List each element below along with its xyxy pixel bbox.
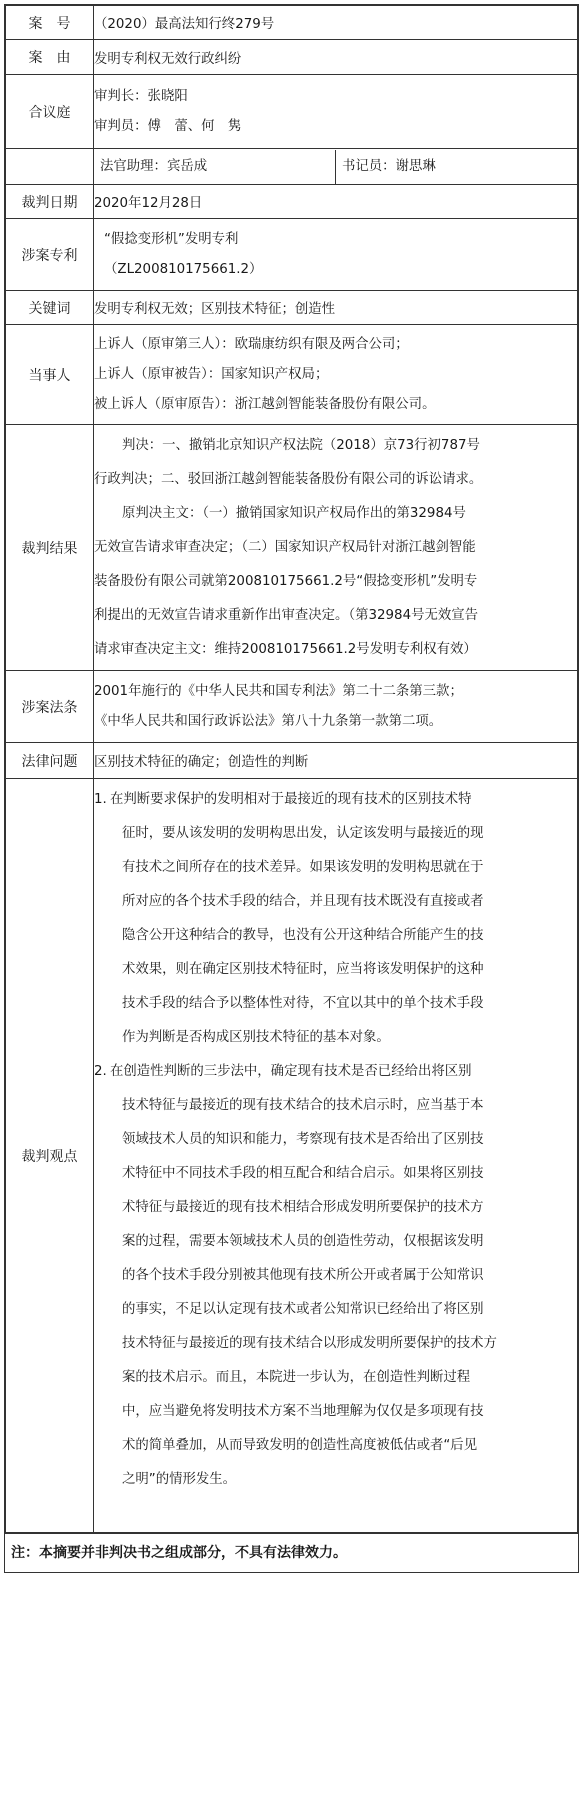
- opinion-line: 案的过程，需要本领域技术人员的创造性劳动，仅根据该发明: [122, 1234, 484, 1249]
- result-line: 行政判决；二、驳回浙江越剑智能装备股份有限公司的诉讼请求。: [94, 471, 483, 487]
- parties-value: [94, 325, 578, 425]
- opinion-line: 术特征中不同技术手段的相互配合和结合启示。如果将区别技: [122, 1166, 484, 1181]
- row-keywords: [6, 291, 578, 325]
- opinion-line: 在判断要求保护的发明相对于最接近的现有技术的区别技术特: [110, 792, 472, 807]
- panel-value: [94, 75, 578, 149]
- result-label: 裁判结果: [6, 425, 94, 671]
- case-summary-table: [4, 4, 579, 1573]
- panel-label: 合议庭: [6, 75, 94, 149]
- opinion-line: 作为判断是否构成区别技术特征的基本对象。: [122, 1030, 390, 1045]
- row-cause: [6, 40, 578, 75]
- judicial-assistant: 法官助理：宾岳成: [94, 150, 336, 184]
- keywords-label: 关键词: [6, 291, 94, 325]
- result-line: 利提出的无效宣告请求重新作出审查决定。（第32984号无效宣告: [94, 607, 479, 623]
- case-number-label: 案 号: [6, 6, 94, 40]
- opinion-line: 案的技术启示。而且，本院进一步认为，在创造性判断过程: [122, 1370, 471, 1385]
- opinion-number: 1.: [94, 792, 107, 807]
- result-line: 无效宣告请求审查决定；（二）国家知识产权局针对浙江越剑智能: [94, 539, 476, 555]
- opinion-line: 术特征与最接近的现有技术相结合形成发明所要保护的技术方: [122, 1200, 484, 1215]
- parties-label: 当事人: [6, 325, 94, 425]
- issues-value: 区别技术特征的确定；创造性的判断: [94, 743, 578, 779]
- issues-label: 法律问题: [6, 743, 94, 779]
- result-line: 请求审查决定主文：维持200810175661.2号发明专利权有效）: [94, 641, 477, 657]
- opinion-line: 隐含公开这种结合的教导，也没有公开这种结合所能产生的技: [122, 928, 484, 943]
- opinion-line: 技术特征与最接近的现有技术结合以形成发明所要保护的技术方: [122, 1336, 497, 1351]
- row-parties: [6, 325, 578, 425]
- result-line: 装备股份有限公司就第200810175661.2号“假捻变形机”发明专: [94, 573, 478, 589]
- patent-title: “假捻变形机”发明专利: [104, 231, 239, 247]
- court-clerk: 书记员：谢思琳: [342, 158, 436, 174]
- case-number-value: （2020）最高法知行终279号: [94, 6, 578, 40]
- patent-value: [94, 219, 578, 291]
- opinions-value: [94, 779, 578, 1533]
- law-line: 《中华人民共和国行政诉讼法》第八十九条第一款第二项。: [94, 713, 443, 729]
- opinion-line: 的各个技术手段分别被其他现有技术所公开或者属于公知常识: [122, 1268, 484, 1283]
- opinion-line: 术的简单叠加，从而导致发明的创造性高度被低估或者“后见: [122, 1438, 478, 1453]
- keywords-value: 发明专利权无效；区别技术特征；创造性: [94, 291, 578, 325]
- row-date: [6, 185, 578, 219]
- opinion-number: 2.: [94, 1064, 107, 1079]
- cause-value: 发明专利权无效行政纠纷: [94, 40, 578, 75]
- assistants-value: [94, 149, 578, 185]
- law-line: 2001年施行的《中华人民共和国专利法》第二十二条第三款；: [94, 683, 463, 699]
- disclaimer-note: 注：本摘要并非判决书之组成部分，不具有法律效力。: [5, 1533, 578, 1572]
- party-line: 被上诉人（原审原告）：浙江越剑智能装备股份有限公司。: [94, 396, 436, 412]
- chief-judge: 审判长：张晓阳: [94, 88, 188, 104]
- result-value: [94, 425, 578, 671]
- opinions-label: 裁判观点: [6, 779, 94, 1533]
- opinion-line: 有技术之间所存在的技术差异。如果该发明的发明构思就在于: [122, 860, 484, 875]
- row-panel: [6, 75, 578, 149]
- row-issues: [6, 743, 578, 779]
- assistants-label-empty: [6, 149, 94, 185]
- party-line: 上诉人（原审第三人）：欧瑞康纺织有限及两合公司；: [94, 336, 409, 352]
- row-case-number: [6, 6, 578, 40]
- row-patent: [6, 219, 578, 291]
- opinion-item-1: [94, 783, 577, 1055]
- opinion-line: 在创造性判断的三步法中，确定现有技术是否已经给出将区别: [110, 1064, 472, 1079]
- result-line: 判决：一、撤销北京知识产权法院（2018）京73行初787号: [122, 437, 480, 453]
- date-label: 裁判日期: [6, 185, 94, 219]
- opinion-line: 的事实，不足以认定现有技术或者公知常识已经给出了将区别: [122, 1302, 484, 1317]
- patent-label: 涉案专利: [6, 219, 94, 291]
- laws-label: 涉案法条: [6, 671, 94, 743]
- opinion-line: 之明”的情形发生。: [122, 1472, 237, 1487]
- row-assistants: [6, 149, 578, 185]
- party-line: 上诉人（原审被告）：国家知识产权局；: [94, 366, 329, 382]
- row-opinions: [6, 779, 578, 1533]
- judges: 审判员：傅 蕾、何 隽: [94, 118, 242, 134]
- date-value: 2020年12月28日: [94, 185, 578, 219]
- row-laws: [6, 671, 578, 743]
- result-line: 原判决主文：（一）撤销国家知识产权局作出的第32984号: [122, 505, 466, 521]
- opinion-line: 领域技术人员的知识和能力，考察现有技术是否给出了区别技: [122, 1132, 484, 1147]
- cause-label: 案 由: [6, 40, 94, 75]
- opinion-line: 中，应当避免将发明技术方案不当地理解为仅仅是多项现有技: [122, 1404, 484, 1419]
- opinion-line: 所对应的各个技术手段的结合，并且现有技术既没有直接或者: [122, 894, 484, 909]
- opinion-line: 征时，要从该发明的发明构思出发，认定该发明与最接近的现: [122, 826, 484, 841]
- row-result: [6, 425, 578, 671]
- laws-value: [94, 671, 578, 743]
- opinion-item-2: [94, 1055, 577, 1497]
- opinion-line: 技术手段的结合予以整体性对待，不宜以其中的单个技术手段: [122, 996, 484, 1011]
- opinion-line: 术效果，则在确定区别技术特征时，应当将该发明保护的这种: [122, 962, 484, 977]
- opinion-line: 技术特征与最接近的现有技术结合的技术启示时，应当基于本: [122, 1098, 484, 1113]
- patent-number: （ZL200810175661.2）: [104, 261, 263, 277]
